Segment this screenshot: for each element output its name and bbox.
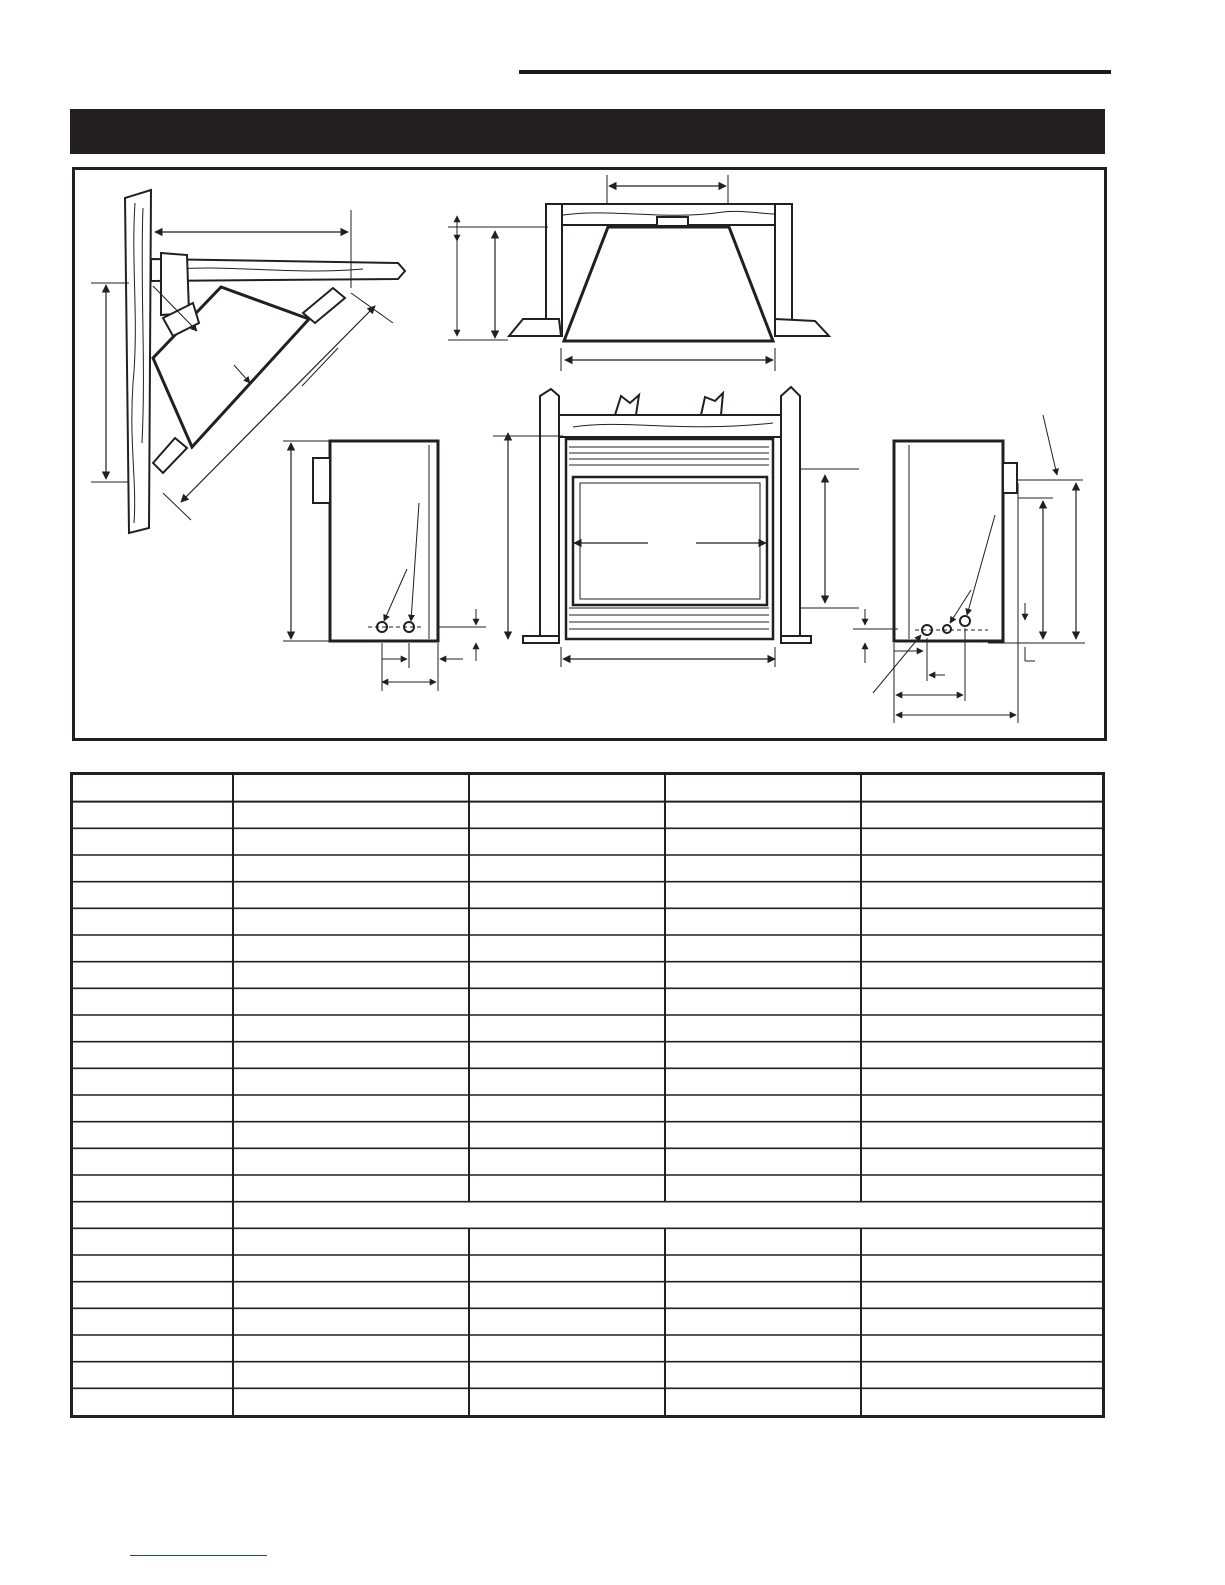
- header-rule: [519, 70, 1111, 74]
- footer-link-underline[interactable]: [130, 1555, 267, 1556]
- top-framing-view: [448, 175, 829, 371]
- right-side-view: [853, 415, 1085, 723]
- top-unit-outline: [564, 227, 773, 341]
- diagram-panel: [72, 167, 1107, 741]
- front-unit-outline: [566, 439, 773, 639]
- table-grid: [73, 775, 1102, 1415]
- diagram-svg: [75, 170, 1104, 738]
- left-post: [546, 204, 562, 336]
- left-side-view: [283, 441, 486, 691]
- vent-collar: [161, 253, 189, 315]
- front-framing-view: [493, 387, 859, 667]
- right-side-body: [894, 441, 1003, 641]
- right-post: [775, 204, 792, 336]
- dimensions-table: [70, 772, 1105, 1418]
- section-title-bar: [70, 109, 1105, 154]
- left-side-body: [330, 441, 438, 641]
